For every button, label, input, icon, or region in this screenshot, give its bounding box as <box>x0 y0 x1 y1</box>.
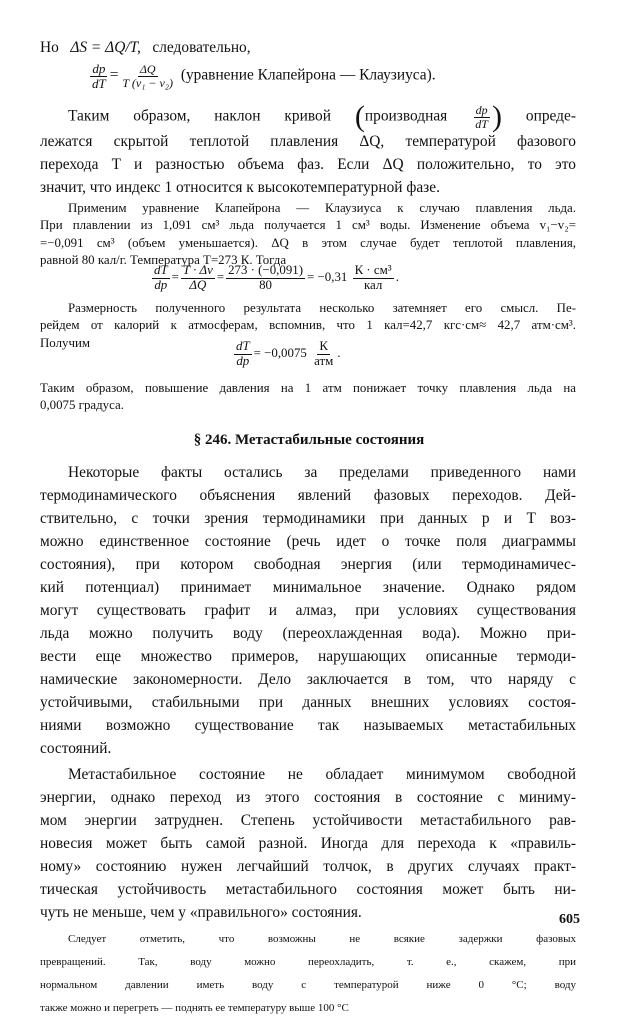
text-line: состояния), при котором свободная энергия (или термодинамичес- <box>40 556 576 573</box>
clapeyron-equation: $\frac{dp}{dT}$ = $\frac{\Delta Q}{\text{T (v₁ − v₂)}}$ (уравнение Клапейрона — Клаузиуса). <box>92 61 436 91</box>
eq1-rhs-fraction: $\frac{\Delta Q}{\text{T (v₁ − v₂)}}$ <box>122 62 173 90</box>
text-line: энергии, однако переход из этого состояния в состояние с миниму- <box>40 789 576 806</box>
text-line: 0,0075 градуса. <box>40 398 124 413</box>
eq2-result: = −0,31 <box>307 270 348 284</box>
intro-prefix: Но <box>40 39 59 56</box>
eq2-mid-fraction: $\frac{T \cdot \Delta v}{\Delta Q}$ <box>182 263 213 292</box>
paragraph-metastable <box>40 763 576 924</box>
text-line: новесия может быть самой разной. Иногда для перехода к «правиль- <box>40 835 576 852</box>
page-number: 605 <box>559 912 580 927</box>
text-line: можно единственное состояние (речь идет о точке поля диаграммы <box>40 533 576 550</box>
text-line: рейдем от калорий к атмосферам, вспомнив, что 1 кал=42,7 кгс·см≈ 42,7 атм·см³. <box>40 318 576 333</box>
eq3-result: = −0,0075 <box>253 346 307 360</box>
intro-line <box>40 36 251 59</box>
text-line: намические закономерности. Дело заключается в том, что наряду с <box>40 671 576 688</box>
text-line: Получим <box>40 335 91 350</box>
text-line: Некоторые факты остались за пределами приведенного нами <box>68 464 576 481</box>
text-line: также можно и перегреть — поднять ее температуру выше 100 °С <box>40 1002 349 1014</box>
melting-equation: $\frac{dT}{dp}$ = $\frac{T \cdot \Delta v}{\Delta Q}$ = $\frac{273 \cdot (-0,091)}{80}$ = −0,31 $\frac{\text{К · см³}}{\text{кал}}$ . <box>154 263 399 292</box>
text-line: могут существовать графит и алмаз, при условиях существования <box>40 602 576 619</box>
section-heading: § 246. Метастабильные состояния <box>193 432 425 448</box>
text-line: Метастабильное состояние не обладает минимумом свободной <box>68 766 576 783</box>
eq1-label: (уравнение Клапейрона — Клаузиуса). <box>180 66 436 84</box>
eq2-unit-fraction: $\frac{\text{К · см³}}{\text{кал}}$ <box>354 263 392 292</box>
text-line: ниями возможно существование так называемых метастабильных <box>40 717 576 734</box>
eq3-unit-fraction: $\frac{К}{\text{атм}}$ <box>314 339 334 368</box>
text-line: значит, что индекс 1 относится к высокотемпературной фазе. <box>40 179 440 196</box>
text-line: ствительно, с точки зрения термодинамики при данных p и T воз- <box>40 510 576 527</box>
text-line: Размерность полученного результата несколько затемняет его смысл. Пе- <box>68 301 576 315</box>
text-line: перехода T и разностью объема фаз. Если ΔQ положительно, то это <box>40 156 576 173</box>
text-line: нормальном давлении иметь воду с температурой ниже 0 °С; воду <box>40 979 576 991</box>
entropy-formula: ΔS = ΔQ/T, <box>70 39 141 56</box>
eq3-lhs-fraction: $\frac{dT}{dp}$ <box>236 339 250 368</box>
text-line: термодинамического объяснения явлений фазовых переходов. Дей- <box>40 487 576 504</box>
text-line: Применим уравнение Клапейрона — Клаузиуса к случаю плавления льда. <box>68 201 576 215</box>
text-line: льда можно получить воду (переохлажденная вода). Можно при- <box>40 625 576 642</box>
slope-fraction: $\frac{dp}{dT}$ <box>475 103 488 131</box>
text-line: =−0,091 см³ (объем уменьшается). ΔQ в этом случае будет теплотой плавления, <box>40 235 576 250</box>
text-line: ному» состоянию нужен легчайший толчок, в других случаях практ- <box>40 858 576 875</box>
text-line: мом энергии затруднен. Степень устойчивости метастабильного рав- <box>40 812 576 829</box>
text-line: состояний. <box>40 740 112 757</box>
paragraph-delays <box>40 928 576 1020</box>
text-line: тическая устойчивость метастабильного состояния может быть ни- <box>40 881 576 898</box>
text-line: Следует отметить, что возможны не всякие задержки фазовых <box>68 933 576 945</box>
text-line: чуть не меньше, чем у «правильного» состояния. <box>40 904 362 921</box>
conclusion-note <box>40 380 576 415</box>
paragraph-slope <box>40 100 576 199</box>
text-line: Таким образом, повышение давления на 1 атм понижает точку плавления льда на <box>40 381 576 395</box>
text-line: вести еще множество примеров, нарушающих описанные термоди- <box>40 648 576 665</box>
paragraph-facts <box>40 461 576 760</box>
eq2-value-fraction: $\frac{273 \cdot (-0,091)}{80}$ <box>228 263 304 292</box>
text-line: кий потенциал) принимает минимальное значение. Однако рядом <box>40 579 576 596</box>
text-line: устойчивыми, стабильными при данных внешних условиях состоя- <box>40 694 576 711</box>
text-line: равной 80 кал/г. Температура T=273 К. Тогда <box>40 253 287 268</box>
atm-equation: $\frac{dT}{dp}$ = −0,0075 $\frac{К}{\text{атм}}$ . <box>236 339 341 368</box>
ice-example <box>40 200 576 270</box>
eq1-lhs-fraction: $\frac{dp}{dT}$ <box>92 61 106 91</box>
slope-first-line: Таким образом, наклон кривой (производная $\frac{dp}{dT}$ ) опреде- <box>68 100 576 134</box>
intro-suffix: следовательно, <box>152 39 251 56</box>
text-line: лежатся скрытой теплотой плавления ΔQ, температурой фазового <box>40 133 576 150</box>
eq2-lhs-fraction: $\frac{dT}{dp}$ <box>154 263 168 292</box>
text-line: превращений. Так, воду можно переохладить, т. е., скажем, при <box>40 956 576 968</box>
text-line: При плавлении из 1,091 см³ льда получается 1 см³ воды. Изменение объема v₁−v₂= <box>40 218 576 233</box>
